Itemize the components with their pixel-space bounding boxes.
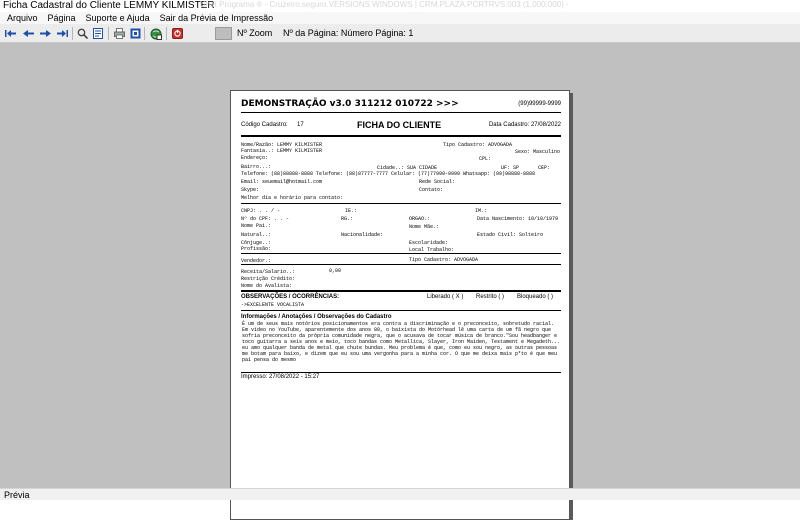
- field-nacionalidade: Nacionalidade:: [341, 232, 384, 238]
- status-bar: [0, 488, 800, 500]
- divider: [241, 264, 561, 265]
- toolbar-separator: [72, 27, 73, 40]
- field-skype: Skype:: [241, 187, 260, 193]
- previous-page-icon[interactable]: [22, 27, 34, 40]
- field-nome-mae: Nome Mãe.:: [409, 224, 440, 230]
- page-number-label: Nº da Página: Número Página: 1: [283, 28, 414, 38]
- info-title: Informações / Anotações / Observações do Cadastro: [241, 314, 392, 320]
- toolbar-separator: [108, 27, 109, 40]
- divider: [241, 372, 561, 373]
- toolbar-separator: [144, 27, 145, 40]
- liberado-option: Liberado ( X ): [427, 294, 464, 300]
- report-phone: (99)99999-9999: [518, 101, 561, 107]
- data-cadastro: Data Cadastro: 27/08/2022: [488, 122, 561, 128]
- field-cpl: CPL:: [479, 156, 492, 162]
- field-im: IM.:: [475, 208, 488, 214]
- field-receita: Receita/Salario..:: [241, 269, 296, 275]
- field-melhor-dia: Melhor dia e horário para contato:: [241, 195, 344, 201]
- field-nome: Nome/Razão: LEMMY KILMISTER: [241, 142, 323, 148]
- field-cidade: Cidade..: SUA CIDADE: [377, 165, 438, 171]
- export-globe-icon[interactable]: [149, 27, 162, 40]
- field-email: Email: seuemail@hotmail.com: [241, 179, 323, 185]
- field-sexo: Sexo: Masculino: [515, 149, 561, 155]
- close-preview-icon[interactable]: [171, 27, 183, 40]
- field-vendedor: Vendedor.:: [241, 258, 272, 264]
- obs-title: OBSERVAÇÕES / OCORRÊNCIAS:: [241, 294, 340, 300]
- field-estado-civil: Estado Civil: Solteiro: [477, 232, 544, 238]
- menu-bar: [0, 12, 800, 24]
- field-escolaridade: Escolaridade:: [409, 240, 449, 246]
- impresso-label: Impresso: 27/08/2022 - 15:27: [241, 374, 320, 380]
- field-natural: Natural..:: [241, 232, 272, 238]
- menu-sair-previa[interactable]: Sair da Prévia de Impressão: [159, 13, 274, 23]
- field-tipo-cadastro: Tipo Cadastro: ADVOGADA: [443, 142, 513, 148]
- toolbar-separator: [166, 27, 167, 40]
- window-titlebar: [0, 0, 800, 12]
- field-nome-pai: Nome Pai.:: [241, 223, 272, 229]
- zoom-field[interactable]: [215, 27, 232, 40]
- divider: [241, 310, 561, 311]
- field-receita-valor: 0,00: [329, 268, 342, 274]
- field-local-trabalho: Local Trabalho:: [409, 247, 455, 253]
- field-avalista: Nome do Avalista:: [241, 283, 293, 289]
- report-title: DEMONSTRAÇÃO v3.0 311212 010722 >>>: [241, 99, 459, 109]
- field-contato: Contato:: [419, 187, 444, 193]
- field-restricao: Restrição Crédito:: [241, 276, 296, 282]
- field-bairro: Bairro...:: [241, 164, 272, 170]
- zoom-label: Nº Zoom: [237, 28, 273, 38]
- first-page-icon[interactable]: [4, 27, 16, 40]
- status-text: Prévia: [4, 490, 30, 500]
- last-page-icon[interactable]: [56, 27, 68, 40]
- field-endereco: Endereço:: [241, 155, 269, 161]
- field-tipo-cadastro-2: Tipo Cadastro: ADVOGADA: [409, 257, 479, 263]
- zoom-icon[interactable]: [76, 27, 88, 40]
- field-cpf: Nº do CPF: . . -: [241, 216, 290, 222]
- field-rede-social: Rede Social:: [419, 179, 456, 185]
- field-profissao: Profissão:: [241, 246, 272, 252]
- divider: [241, 253, 561, 254]
- field-orgao: ORGAO.:: [409, 216, 431, 222]
- obs-text: ->EXCELENTE VOCALISTA: [241, 302, 305, 308]
- menu-arquivo[interactable]: Arquivo: [7, 13, 38, 23]
- field-telefones: Telefone: (88)88888-8888 Telefone: (88)87777-7777 Celular: (77)77999-9999 Whatsapp: (99)98888-8888: [241, 171, 536, 177]
- field-cnpj: CNPJ: . . / -: [241, 208, 281, 214]
- bloqueado-option: Bloqueado ( ): [517, 294, 554, 300]
- restrito-option: Restrito ( ): [476, 294, 505, 300]
- window-title: Ficha Cadastral do Cliente LEMMY KILMISTER: [3, 0, 215, 11]
- field-rg: RG.:: [341, 216, 354, 222]
- next-page-icon[interactable]: [39, 27, 51, 40]
- ficha-title: FICHA DO CLIENTE: [357, 120, 442, 130]
- divider: [241, 135, 561, 137]
- field-nascimento: Data Nascimento: 10/10/1979: [477, 216, 559, 222]
- page-view-icon[interactable]: [92, 27, 104, 40]
- field-uf: UF: SP: [501, 165, 520, 171]
- field-cep: CEP:: [538, 165, 551, 171]
- codigo-label: Código Cadastro:: [241, 122, 288, 128]
- toolbar: [0, 24, 800, 43]
- field-ie: IE.:: [345, 208, 358, 214]
- menu-pagina[interactable]: Página: [47, 13, 76, 23]
- codigo-value: 17: [297, 122, 304, 128]
- info-text: É um de seus mais notórios posicionamentos era contra a discriminação e o preconceito, sobretudo racial. Em vídeo no YouTube, aparentemente dos anos 80, o baixista do Motörhead lê uma carta de um fã negro que sofria preconceito da própria comunidade negra, que o acusava de tocar música de branco."Sou headbanger e toco guitarra a seis anos e meio, toco bandas como Metallica, Slayer, Iron Maiden, Testament e Megadeth... eu amo qualquer banda de metal que chute bundas. Meu problema é que, como eu sou negro, as outras pessoas me botam para baixo, e dizem que eu sou uma vergonha para a minha cor. O que me deixa mais p*to é que meu pai pensa do mesmo: [242, 321, 561, 363]
- print-setup-icon[interactable]: [129, 27, 141, 40]
- divider: [241, 203, 561, 204]
- preview-area[interactable]: [0, 43, 800, 488]
- menu-suporte-ajuda[interactable]: Suporte e Ajuda: [85, 13, 150, 23]
- print-icon[interactable]: [113, 27, 125, 40]
- divider: [241, 290, 561, 292]
- background-window-title: Uhet Programa ® - Cruzeiro.seguro.VERSIONS WINDOWS | CRM.PLAZA.PCRTRVS.003 (1.000.000) -: [200, 0, 569, 9]
- report-page: [230, 90, 570, 520]
- divider: [241, 112, 561, 113]
- field-conjuge: Cônjuge..:: [241, 240, 272, 246]
- field-fantasia: Fantasia..: LEMMY KILMISTER: [241, 148, 323, 154]
